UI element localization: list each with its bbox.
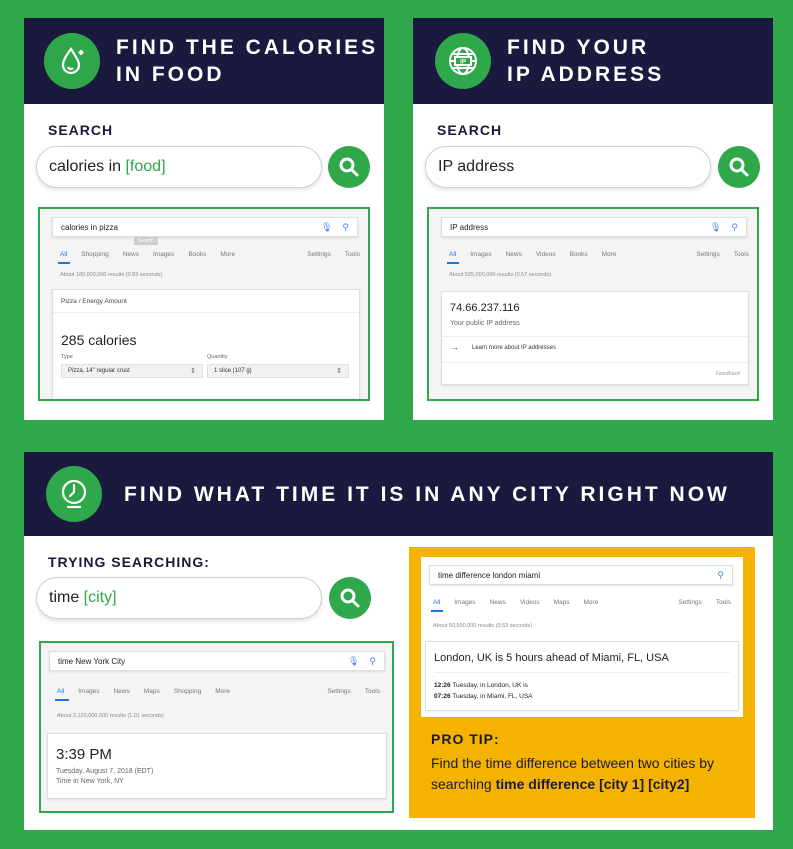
type-label: Type bbox=[61, 354, 73, 360]
screenshot-query: calories in pizza bbox=[61, 222, 118, 232]
calories-query-highlight: [food] bbox=[125, 158, 166, 175]
miami-time: 07:26 bbox=[434, 693, 451, 700]
time-header bbox=[24, 452, 773, 536]
tab-shopping: Shopping bbox=[81, 251, 109, 258]
london-time: 12:26 bbox=[434, 682, 451, 689]
clock-icon bbox=[46, 466, 102, 522]
active-tab-underline bbox=[431, 610, 443, 612]
time-difference-headline: London, UK is 5 hours ahead of Miami, FL, USA bbox=[434, 652, 669, 664]
search-icon: ⚲ bbox=[731, 221, 738, 232]
tab-shopping: Shopping bbox=[173, 688, 202, 695]
screenshot-tabs bbox=[57, 688, 244, 695]
protip-bold: time difference [city 1] [city2] bbox=[495, 776, 690, 792]
tab-videos: Videos bbox=[519, 599, 540, 606]
tab-books: Books bbox=[569, 251, 588, 258]
mic-icon: 🎙 bbox=[347, 655, 360, 666]
ip-answer-card bbox=[441, 291, 749, 385]
tab-tools: Tools bbox=[715, 599, 731, 606]
tab-all: All bbox=[57, 688, 65, 695]
tab-settings: Settings bbox=[696, 251, 720, 258]
calories-search-button[interactable] bbox=[328, 146, 370, 188]
screenshot-tabs bbox=[60, 251, 249, 258]
screenshot-tabs-right bbox=[307, 251, 360, 258]
ip-search-button[interactable] bbox=[718, 146, 760, 188]
ip-header bbox=[413, 18, 773, 104]
mic-icon: 🎙 bbox=[709, 221, 722, 232]
tab-news: News bbox=[505, 251, 522, 258]
search-icon: ⚲ bbox=[717, 569, 724, 580]
time-title: FIND WHAT TIME IT IS IN ANY CITY RIGHT NOW bbox=[124, 482, 730, 506]
ip-google-screenshot bbox=[427, 207, 759, 401]
calories-header bbox=[24, 18, 384, 104]
tab-images: Images bbox=[152, 251, 175, 258]
search-icon: ⚲ bbox=[369, 655, 376, 666]
tab-images: Images bbox=[78, 688, 100, 695]
time-search-button[interactable] bbox=[329, 577, 371, 619]
protip-body: Find the time difference between two cities by searching bbox=[431, 755, 715, 792]
screenshot-tabs bbox=[433, 599, 612, 606]
arrow-right-icon: → bbox=[450, 342, 459, 352]
svg-text:IP: IP bbox=[460, 59, 466, 66]
ip-value: 74.66.237.116 bbox=[450, 302, 520, 314]
screenshot-query: time New York City bbox=[58, 656, 126, 666]
screenshot-query-box bbox=[441, 217, 747, 237]
protip-box bbox=[409, 547, 755, 818]
miami-time-line bbox=[434, 693, 533, 700]
tab-maps: Maps bbox=[143, 688, 160, 695]
time-date: Tuesday, August 7, 2018 (EDT) bbox=[56, 768, 154, 775]
calories-search-label: SEARCH bbox=[48, 122, 114, 138]
ip-title-line2: IP ADDRESS bbox=[507, 63, 665, 86]
tab-tools: Tools bbox=[364, 688, 380, 695]
screenshot-tooltip: Search bbox=[134, 237, 158, 245]
active-tab-underline bbox=[447, 262, 459, 264]
time-google-screenshot bbox=[39, 641, 394, 813]
tab-news: News bbox=[113, 688, 130, 695]
screenshot-query-box bbox=[49, 651, 385, 671]
answer-breadcrumb: Pizza / Energy Amount bbox=[61, 298, 127, 305]
tab-all: All bbox=[449, 251, 457, 258]
screenshot-result-count: About 180,000,000 results (0.83 seconds) bbox=[60, 272, 163, 278]
time-search-input[interactable] bbox=[36, 577, 322, 619]
protip-text bbox=[431, 753, 749, 795]
search-icon: ⚲ bbox=[342, 221, 349, 232]
london-time-text: Tuesday, in London, UK is bbox=[450, 682, 528, 689]
quantity-label: Quantity bbox=[207, 354, 228, 360]
quantity-select: 1 slice (107 g) ⇕ bbox=[207, 364, 349, 378]
calories-search-input[interactable] bbox=[36, 146, 322, 188]
tab-images: Images bbox=[454, 599, 476, 606]
active-tab-underline bbox=[55, 699, 69, 701]
time-place: Time in New York, NY bbox=[56, 778, 124, 785]
active-tab-underline bbox=[58, 262, 70, 264]
tab-tools: Tools bbox=[733, 251, 749, 258]
screenshot-tabs-right bbox=[696, 251, 749, 258]
tab-more: More bbox=[220, 251, 236, 258]
flame-drop-icon bbox=[44, 33, 100, 89]
tab-settings: Settings bbox=[307, 251, 331, 258]
miami-time-text: Tuesday, in Miami, FL, USA bbox=[450, 693, 533, 700]
tab-all: All bbox=[433, 599, 441, 606]
screenshot-query-box bbox=[52, 217, 358, 237]
tab-videos: Videos bbox=[535, 251, 556, 258]
calories-title-line2: IN FOOD bbox=[116, 63, 225, 86]
ip-title-line1: FIND YOUR bbox=[507, 36, 650, 59]
time-difference-screenshot bbox=[421, 557, 743, 717]
ip-caption: Your public IP address bbox=[450, 320, 520, 327]
screenshot-result-count: About 50,500,000 results (0.53 seconds) bbox=[433, 623, 533, 629]
search-icon bbox=[338, 156, 360, 178]
mic-icon: 🎙 bbox=[320, 221, 333, 232]
time-query-highlight: [city] bbox=[83, 589, 117, 606]
tab-settings: Settings bbox=[327, 688, 351, 695]
tab-tools: Tools bbox=[344, 251, 360, 258]
screenshot-result-count: About 2,120,000,000 results (1.01 seconds) bbox=[57, 713, 164, 719]
ip-search-input[interactable] bbox=[425, 146, 711, 188]
search-icon bbox=[728, 156, 750, 178]
calories-result: 285 calories bbox=[61, 332, 137, 348]
tab-all: All bbox=[60, 251, 68, 258]
search-icon bbox=[339, 587, 361, 609]
ip-search-label: SEARCH bbox=[437, 122, 503, 138]
screenshot-query: time difference london miami bbox=[438, 570, 541, 580]
tab-books: Books bbox=[188, 251, 207, 258]
screenshot-tabs-right bbox=[678, 599, 731, 606]
london-time-line bbox=[434, 682, 528, 689]
calories-query-prefix: calories in bbox=[49, 158, 126, 175]
time-answer-card bbox=[47, 733, 387, 799]
screenshot-query-box bbox=[429, 565, 733, 585]
time-panel bbox=[24, 452, 773, 830]
calories-panel bbox=[24, 18, 384, 420]
screenshot-tabs bbox=[449, 251, 630, 258]
tab-more: More bbox=[583, 599, 599, 606]
time-value: 3:39 PM bbox=[56, 746, 112, 763]
tab-maps: Maps bbox=[553, 599, 570, 606]
calories-title-line1: FIND THE CALORIES bbox=[116, 36, 379, 59]
calories-answer-card bbox=[52, 289, 360, 401]
tab-more: More bbox=[601, 251, 617, 258]
calories-google-screenshot bbox=[38, 207, 370, 401]
feedback-link: Feedback bbox=[715, 371, 740, 377]
globe-icon bbox=[435, 33, 491, 89]
tab-images: Images bbox=[470, 251, 492, 258]
time-search-label: TRYING SEARCHING: bbox=[48, 554, 210, 570]
screenshot-tabs-right bbox=[327, 688, 380, 695]
ip-panel bbox=[413, 18, 773, 420]
screenshot-result-count: About 525,000,000 results (0.57 seconds) bbox=[449, 272, 552, 278]
screenshot-query: IP address bbox=[450, 222, 489, 232]
tab-more: More bbox=[215, 688, 231, 695]
tab-settings: Settings bbox=[678, 599, 702, 606]
tab-news: News bbox=[122, 251, 139, 258]
type-select: Pizza, 14" regular crust ⇕ bbox=[61, 364, 203, 378]
time-difference-card bbox=[425, 641, 739, 711]
ip-query: IP address bbox=[438, 158, 515, 175]
learn-more-link: Learn more about IP addresses bbox=[472, 345, 556, 351]
time-query-prefix: time bbox=[49, 589, 84, 606]
tab-news: News bbox=[489, 599, 506, 606]
protip-heading: PRO TIP: bbox=[431, 731, 500, 747]
